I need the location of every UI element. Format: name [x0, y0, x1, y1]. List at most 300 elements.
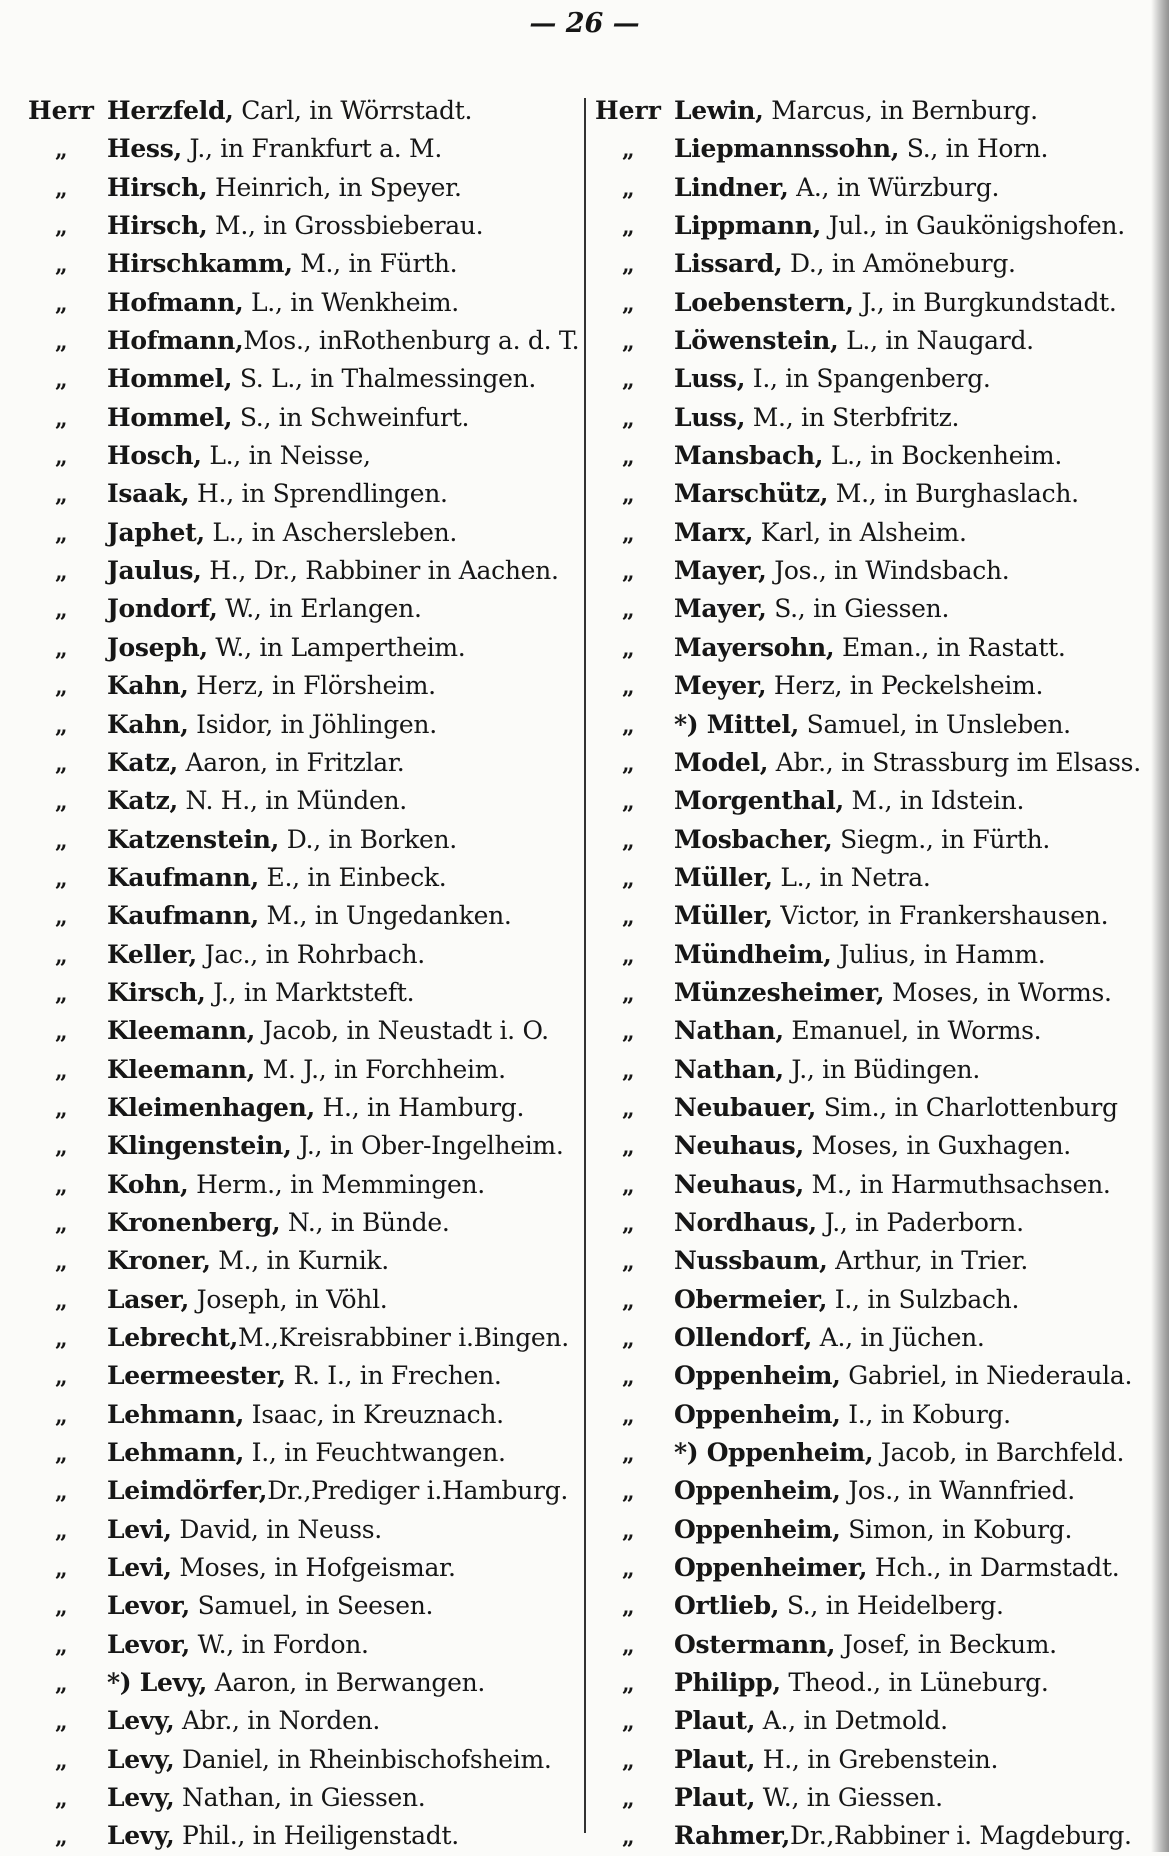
- list-item: [28, 360, 580, 398]
- ditto-mark: „: [55, 444, 68, 471]
- list-item: [28, 1127, 580, 1165]
- list-item: [595, 1549, 1155, 1587]
- list-item: [28, 1779, 580, 1817]
- honorific-label: Herr: [595, 96, 661, 125]
- ditto-mark: „: [55, 827, 68, 854]
- surname: Nathan,: [674, 1016, 784, 1046]
- entry-details: Jos., in Wannfried.: [840, 1476, 1075, 1506]
- entry-details: Phil., in Heiligenstadt.: [174, 1821, 459, 1851]
- list-item: [28, 399, 580, 437]
- ditto-mark: „: [55, 214, 68, 241]
- surname: Plaut,: [674, 1783, 756, 1813]
- surname: Oppenheimer,: [674, 1553, 868, 1583]
- ditto-mark: „: [622, 1632, 635, 1659]
- surname: Hofmann,: [107, 287, 244, 317]
- entry-details: J., in Ober-Ingelheim.: [291, 1131, 564, 1161]
- entry-details: Jacob, in Neustadt i. O.: [255, 1016, 549, 1046]
- surname: Mündheim,: [674, 939, 832, 969]
- surname: Lebrecht,: [107, 1323, 238, 1352]
- surname: Hirschkamm,: [107, 249, 293, 279]
- ditto-mark: „: [622, 482, 635, 509]
- surname: Katz,: [107, 747, 178, 777]
- entry-details: Gabriel, in Niederaula.: [840, 1361, 1133, 1391]
- ditto-mark: „: [55, 674, 68, 701]
- list-item: [28, 744, 580, 782]
- surname: *) Mittel,: [674, 709, 799, 739]
- surname: Philipp,: [674, 1668, 781, 1698]
- ditto-mark: „: [622, 1671, 635, 1698]
- list-item: [28, 284, 580, 322]
- entry-details: W., in Lampertheim.: [207, 632, 466, 662]
- surname: Obermeier,: [674, 1284, 828, 1314]
- ditto-mark: „: [55, 635, 68, 662]
- list-item: [595, 169, 1155, 207]
- entry-details: L., in Aschersleben.: [204, 517, 458, 547]
- list-item: [595, 1242, 1155, 1280]
- list-item: [595, 207, 1155, 245]
- entry-details: Simon, in Koburg.: [840, 1514, 1073, 1544]
- entry-details: Herm., in Memmingen.: [188, 1169, 485, 1199]
- entry-details: L., in Naugard.: [838, 326, 1034, 356]
- entry-details: S., in Heidelberg.: [779, 1591, 1004, 1621]
- entry-details: A., in Jüchen.: [812, 1323, 985, 1352]
- list-item: [595, 706, 1155, 744]
- ditto-mark: „: [622, 405, 635, 432]
- ditto-mark: „: [55, 482, 68, 509]
- entry-details: J., in Paderborn.: [816, 1207, 1024, 1237]
- entry-details: Emanuel, in Worms.: [783, 1016, 1042, 1046]
- ditto-mark: „: [622, 444, 635, 471]
- entry-details: M. J., in Forchheim.: [255, 1054, 506, 1084]
- list-item: [28, 1396, 580, 1434]
- entry-details: J., in Burgkundstadt.: [853, 287, 1117, 317]
- surname: Müller,: [674, 901, 773, 931]
- entry-details: Marcus, in Bernburg.: [763, 96, 1038, 125]
- surname: Hess,: [107, 134, 182, 164]
- ditto-mark: „: [55, 789, 68, 816]
- ditto-mark: „: [55, 1824, 68, 1851]
- entry-details: M., in Sterbfritz.: [745, 402, 960, 432]
- entry-details: Moses, in Worms.: [884, 977, 1112, 1007]
- list-item: [595, 897, 1155, 935]
- surname: Levi,: [107, 1514, 172, 1544]
- ditto-mark: „: [622, 137, 635, 164]
- surname: Mosbacher,: [674, 824, 833, 854]
- surname: Isaak,: [107, 479, 190, 509]
- surname: Nordhaus,: [674, 1207, 817, 1237]
- surname: Mayer,: [674, 556, 767, 586]
- entry-details: R. I., in Frechen.: [285, 1361, 502, 1391]
- ditto-mark: „: [55, 1057, 68, 1084]
- list-item: [595, 360, 1155, 398]
- list-item: [28, 322, 580, 360]
- list-item: [28, 1204, 580, 1242]
- ditto-mark: „: [622, 1249, 635, 1276]
- entry-details: Sim., in Charlottenburg: [816, 1092, 1118, 1122]
- surname: Kahn,: [107, 671, 189, 701]
- entry-details: I., in Spangenberg.: [745, 364, 991, 394]
- surname: Oppenheim,: [674, 1361, 841, 1391]
- surname: Levy,: [107, 1744, 175, 1774]
- ditto-mark: „: [622, 1402, 635, 1429]
- ditto-mark: „: [622, 1747, 635, 1774]
- list-item: [28, 1702, 580, 1740]
- surname: Kroner,: [107, 1246, 211, 1276]
- surname: Lippmann,: [674, 211, 822, 241]
- surname: Marschütz,: [674, 479, 829, 509]
- surname: Laser,: [107, 1284, 190, 1314]
- right-column: [595, 92, 1155, 1856]
- page-edge-shadow: [1151, 0, 1169, 1852]
- list-item: [595, 1587, 1155, 1625]
- surname: Münzesheimer,: [674, 977, 885, 1007]
- ditto-mark: „: [55, 137, 68, 164]
- list-item: [28, 437, 580, 475]
- ditto-mark: „: [622, 980, 635, 1007]
- entry-details: D., in Amöneburg.: [782, 249, 1016, 279]
- ditto-mark: „: [622, 865, 635, 892]
- entry-details: W., in Giessen.: [755, 1783, 943, 1813]
- list-item: [595, 1357, 1155, 1395]
- list-item: [28, 1587, 580, 1625]
- surname: Klingenstein,: [107, 1131, 292, 1161]
- ditto-mark: „: [622, 1441, 635, 1468]
- surname: Levor,: [107, 1591, 190, 1621]
- entry-details: Herz, in Peckelsheim.: [766, 671, 1044, 701]
- entry-details: Jacob, in Barchfeld.: [873, 1438, 1125, 1468]
- ditto-mark: „: [622, 827, 635, 854]
- list-item: [595, 245, 1155, 283]
- list-item: [595, 1166, 1155, 1204]
- surname: Kleemann,: [107, 1016, 256, 1046]
- entry-details: M., in Idstein.: [843, 786, 1025, 816]
- list-item: [595, 1472, 1155, 1510]
- list-item: [28, 1242, 580, 1280]
- list-item: [595, 1051, 1155, 1089]
- surname: Hommel,: [107, 402, 233, 432]
- list-item: [28, 821, 580, 859]
- surname: Lindner,: [674, 172, 789, 202]
- entry-details: Theod., in Lüneburg.: [780, 1668, 1049, 1698]
- entry-details: Moses, in Hofgeismar.: [171, 1553, 456, 1583]
- ditto-mark: „: [622, 214, 635, 241]
- entry-details: Aaron, in Berwangen.: [207, 1668, 486, 1698]
- entry-details: Isaac, in Kreuznach.: [243, 1399, 504, 1429]
- list-item: [595, 1702, 1155, 1740]
- ditto-mark: „: [622, 252, 635, 279]
- surname: Oppenheim,: [674, 1399, 841, 1429]
- entry-details: Mos., inRothenburg a. d. T.: [243, 326, 580, 356]
- surname: Mayer,: [674, 594, 767, 624]
- list-item: [28, 1281, 580, 1319]
- ditto-mark: „: [622, 175, 635, 202]
- ditto-mark: „: [622, 1517, 635, 1544]
- ditto-mark: „: [622, 712, 635, 739]
- list-item: [595, 1204, 1155, 1242]
- surname: Neubauer,: [674, 1092, 817, 1122]
- surname: Morgenthal,: [674, 786, 844, 816]
- entry-details: Samuel, in Seesen.: [189, 1591, 434, 1621]
- ditto-mark: „: [55, 1594, 68, 1621]
- list-item: [28, 782, 580, 820]
- list-item: [28, 207, 580, 245]
- entry-details: Moses, in Guxhagen.: [803, 1131, 1071, 1161]
- ditto-mark: „: [622, 1326, 635, 1352]
- ditto-mark: „: [55, 1019, 68, 1046]
- surname: Plaut,: [674, 1706, 756, 1736]
- list-item: [28, 1741, 580, 1779]
- surname: Hommel,: [107, 364, 233, 394]
- list-item: [595, 936, 1155, 974]
- surname: Model,: [674, 747, 769, 777]
- ditto-mark: „: [55, 559, 68, 586]
- ditto-mark: „: [55, 1709, 68, 1736]
- entry-details: H., Dr., Rabbiner in Aachen.: [201, 556, 559, 586]
- ditto-mark: „: [55, 1095, 68, 1122]
- entry-details: Joseph, in Vöhl.: [189, 1284, 388, 1314]
- entry-details: H., in Sprendlingen.: [189, 479, 448, 509]
- ditto-mark: „: [55, 329, 68, 356]
- ditto-mark: „: [55, 1556, 68, 1583]
- list-item: [595, 667, 1155, 705]
- ditto-mark: „: [55, 1517, 68, 1544]
- ditto-mark: „: [55, 1172, 68, 1199]
- list-item: [28, 1511, 580, 1549]
- list-item: [595, 744, 1155, 782]
- entry-details: Josef, in Beckum.: [835, 1629, 1057, 1659]
- entry-details: Victor, in Frankershausen.: [772, 901, 1109, 931]
- entry-details: M.,Kreisrabbiner i.Bingen.: [238, 1323, 569, 1352]
- entry-details: M., in Grossbieberau.: [207, 211, 484, 241]
- surname: Rahmer,: [674, 1821, 791, 1851]
- ditto-mark: „: [622, 1287, 635, 1314]
- list-item: [28, 552, 580, 590]
- ditto-mark: „: [622, 329, 635, 356]
- surname: Meyer,: [674, 671, 767, 701]
- list-item: [595, 475, 1155, 513]
- honorific-label: Herr: [28, 96, 94, 125]
- entry-details: Nathan, in Giessen.: [174, 1783, 426, 1813]
- surname: Ortlieb,: [674, 1591, 780, 1621]
- list-item: [595, 1434, 1155, 1472]
- surname: Marx,: [674, 517, 754, 547]
- list-item: [595, 974, 1155, 1012]
- ditto-mark: „: [55, 1632, 68, 1659]
- ditto-mark: „: [55, 597, 68, 624]
- surname: Luss,: [674, 364, 746, 394]
- ditto-mark: „: [55, 1210, 68, 1237]
- surname: Kirsch,: [107, 977, 206, 1007]
- ditto-mark: „: [55, 1364, 68, 1391]
- surname: Hosch,: [107, 441, 202, 471]
- surname: Lehmann,: [107, 1399, 244, 1429]
- list-item: [595, 552, 1155, 590]
- ditto-mark: „: [55, 1287, 68, 1314]
- surname: Nussbaum,: [674, 1246, 828, 1276]
- entry-details: E., in Einbeck.: [258, 862, 447, 892]
- entry-details: I., in Feuchtwangen.: [243, 1438, 506, 1468]
- entry-details: M., in Harmuthsachsen.: [803, 1169, 1111, 1199]
- ditto-mark: „: [55, 1671, 68, 1698]
- surname: Hirsch,: [107, 172, 208, 202]
- list-item: [28, 1319, 580, 1357]
- entry-details: M., in Fürth.: [292, 249, 458, 279]
- entry-details: Abr., in Norden.: [174, 1706, 381, 1736]
- list-item: [28, 1357, 580, 1395]
- surname: Hofmann,: [107, 326, 244, 356]
- entry-details: Aaron, in Fritzlar.: [177, 747, 405, 777]
- surname: Ostermann,: [674, 1629, 836, 1659]
- ditto-mark: „: [55, 1326, 68, 1352]
- surname: Luss,: [674, 402, 746, 432]
- ditto-mark: „: [622, 1364, 635, 1391]
- entry-details: I., in Sulzbach.: [827, 1284, 1020, 1314]
- ditto-mark: „: [622, 1019, 635, 1046]
- ditto-mark: „: [55, 290, 68, 317]
- surname: *) Levy,: [107, 1668, 208, 1698]
- ditto-mark: „: [55, 520, 68, 547]
- list-item: [28, 1817, 580, 1855]
- entry-details: M., in Kurnik.: [210, 1246, 389, 1276]
- ditto-mark: „: [55, 1479, 68, 1506]
- ditto-mark: „: [622, 1095, 635, 1122]
- surname: Leimdörfer,: [107, 1476, 268, 1506]
- ditto-mark: „: [55, 942, 68, 969]
- surname: Löwenstein,: [674, 326, 839, 356]
- entry-details: J., in Frankfurt a. M.: [181, 134, 442, 164]
- ditto-mark: „: [622, 1786, 635, 1813]
- ditto-mark: „: [55, 750, 68, 777]
- list-item: [595, 322, 1155, 360]
- ditto-mark: „: [55, 712, 68, 739]
- entry-details: David, in Neuss.: [171, 1514, 382, 1544]
- entry-details: Herz, in Flörsheim.: [188, 671, 436, 701]
- list-item: [595, 1127, 1155, 1165]
- ditto-mark: „: [55, 904, 68, 931]
- entry-details: J., in Marktsteft.: [205, 977, 415, 1007]
- ditto-mark: „: [55, 175, 68, 202]
- ditto-mark: „: [622, 559, 635, 586]
- left-column: [28, 92, 580, 1856]
- column-divider: [584, 98, 586, 1833]
- surname: Lissard,: [674, 249, 783, 279]
- entry-details: Arthur, in Trier.: [827, 1246, 1029, 1276]
- surname: Levor,: [107, 1629, 190, 1659]
- list-item: [595, 1396, 1155, 1434]
- ditto-mark: „: [622, 1172, 635, 1199]
- ditto-mark: „: [55, 1402, 68, 1429]
- list-item: [28, 936, 580, 974]
- list-item: [28, 897, 580, 935]
- list-item: [28, 1089, 580, 1127]
- surname: Levy,: [107, 1783, 175, 1813]
- entry-details: Dr.,Rabbiner i. Magdeburg.: [790, 1821, 1132, 1851]
- ditto-mark: „: [622, 789, 635, 816]
- list-item: [595, 284, 1155, 322]
- ditto-mark: „: [622, 635, 635, 662]
- entry-details: L., in Wenkheim.: [243, 287, 459, 317]
- ditto-mark: „: [622, 1057, 635, 1084]
- surname: Kleimenhagen,: [107, 1092, 315, 1122]
- surname: Müller,: [674, 862, 773, 892]
- ditto-mark: „: [55, 1134, 68, 1161]
- surname: Japhet,: [107, 517, 205, 547]
- ditto-mark: „: [55, 252, 68, 279]
- entry-details: N., in Bünde.: [280, 1207, 450, 1237]
- list-item: [595, 437, 1155, 475]
- surname: Kahn,: [107, 709, 189, 739]
- list-item: [28, 92, 580, 130]
- list-item: [28, 245, 580, 283]
- list-item: [28, 1549, 580, 1587]
- ditto-mark: „: [55, 865, 68, 892]
- ditto-mark: „: [55, 980, 68, 1007]
- surname: Lehmann,: [107, 1438, 244, 1468]
- surname: Levy,: [107, 1706, 175, 1736]
- entry-details: A., in Würzburg.: [788, 172, 1000, 202]
- entry-details: Daniel, in Rheinbischofsheim.: [174, 1744, 552, 1774]
- ditto-mark: „: [622, 1210, 635, 1237]
- list-item: [595, 130, 1155, 168]
- entry-details: Samuel, in Unsleben.: [798, 709, 1071, 739]
- surname: *) Oppenheim,: [674, 1438, 874, 1468]
- surname: Mansbach,: [674, 441, 824, 471]
- entry-details: Jos., in Windsbach.: [766, 556, 1010, 586]
- entry-details: L., in Neisse,: [201, 441, 371, 471]
- entry-details: A., in Detmold.: [755, 1706, 948, 1736]
- surname: Liepmannssohn,: [674, 134, 900, 164]
- ditto-mark: „: [622, 904, 635, 931]
- list-item: [595, 1511, 1155, 1549]
- entry-details: S., in Giessen.: [766, 594, 950, 624]
- list-item: [595, 1012, 1155, 1050]
- list-item: [595, 782, 1155, 820]
- surname: Kaufmann,: [107, 862, 259, 892]
- entry-details: D., in Borken.: [279, 824, 457, 854]
- ditto-mark: „: [55, 1786, 68, 1813]
- entry-details: Hch., in Darmstadt.: [867, 1553, 1120, 1583]
- list-item: [28, 1051, 580, 1089]
- surname: Keller,: [107, 939, 197, 969]
- entry-details: S., in Horn.: [899, 134, 1049, 164]
- entry-details: I., in Koburg.: [840, 1399, 1011, 1429]
- page-number: — 26 —: [529, 8, 640, 39]
- list-item: [28, 667, 580, 705]
- list-item: [28, 629, 580, 667]
- list-item: [28, 169, 580, 207]
- list-item: [595, 590, 1155, 628]
- ditto-mark: „: [622, 1709, 635, 1736]
- list-item: [28, 859, 580, 897]
- entry-details: H., in Grebenstein.: [755, 1744, 999, 1774]
- list-item: [28, 706, 580, 744]
- entry-details: Heinrich, in Speyer.: [207, 172, 462, 202]
- surname: Katz,: [107, 786, 178, 816]
- ditto-mark: „: [55, 1249, 68, 1276]
- surname: Mayersohn,: [674, 632, 835, 662]
- surname: Kohn,: [107, 1169, 189, 1199]
- entry-details: W., in Erlangen.: [217, 594, 422, 624]
- surname: Jaulus,: [107, 556, 202, 586]
- surname: Levi,: [107, 1553, 172, 1583]
- surname: Plaut,: [674, 1744, 756, 1774]
- surname: Kaufmann,: [107, 901, 259, 931]
- list-item: [595, 1089, 1155, 1127]
- ditto-mark: „: [55, 367, 68, 394]
- list-item: [595, 1281, 1155, 1319]
- surname: Loebenstern,: [674, 287, 854, 317]
- entry-details: Carl, in Wörrstadt.: [233, 96, 473, 125]
